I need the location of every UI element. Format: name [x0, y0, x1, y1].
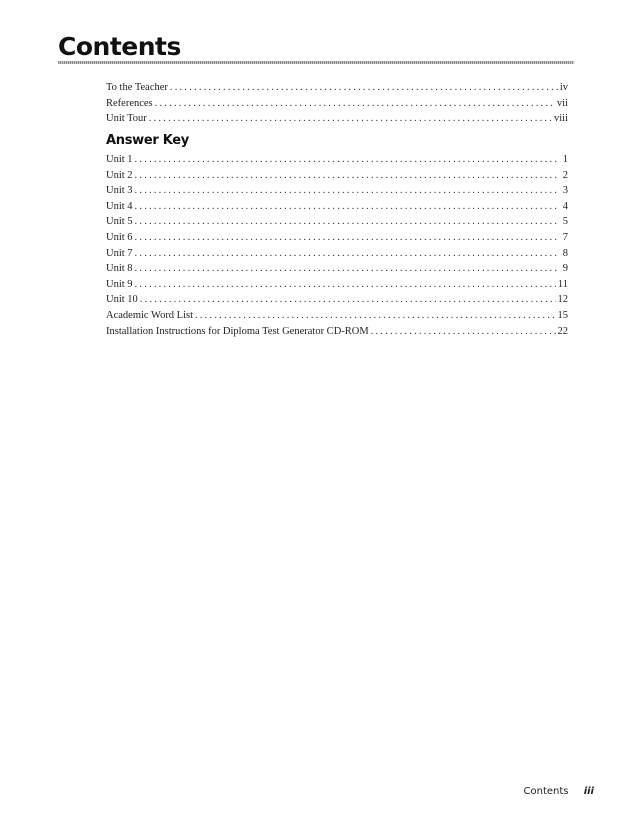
toc-entry-page: 8: [562, 247, 568, 259]
toc-entry: [106, 230, 568, 246]
front-matter-list: [106, 80, 568, 127]
answer-key-heading: Answer Key: [106, 133, 189, 148]
toc-entry-label: Academic Word List: [106, 309, 194, 321]
toc-entry-label: Unit 8: [106, 263, 133, 275]
toc-entry-label: To the Teacher: [106, 82, 168, 93]
dot-leader: [371, 324, 556, 340]
toc-entry-label: References: [106, 97, 153, 109]
toc-entry-label: Unit 4: [106, 200, 133, 212]
toc-entry: [106, 277, 568, 293]
toc-entry-page: vii: [556, 97, 568, 109]
footer-label: Contents: [523, 786, 569, 797]
toc-entry: [106, 111, 568, 127]
dot-leader: [135, 183, 558, 199]
toc-entry-page: 22: [557, 325, 568, 337]
toc-entry-page: viii: [553, 113, 568, 125]
page-number: iii: [583, 786, 594, 797]
toc-entry: [106, 168, 568, 184]
dot-leader: [135, 152, 558, 168]
toc-entry-page: 12: [557, 294, 568, 306]
toc-entry-label: Unit 2: [106, 169, 133, 181]
dot-leader: [135, 277, 556, 293]
toc-entry: [106, 214, 568, 230]
toc-entry-label: Unit 5: [106, 216, 133, 228]
title-rule: [58, 61, 574, 64]
toc-entry: [106, 324, 568, 340]
dot-leader: [195, 308, 555, 324]
toc-entry-page: 3: [562, 185, 568, 197]
dot-leader: [140, 292, 556, 308]
dot-leader: [135, 168, 558, 184]
toc-entry: [106, 261, 568, 277]
answer-key-list: [106, 152, 568, 339]
toc-entry-label: Unit 1: [106, 154, 133, 165]
toc-entry-page: 4: [562, 200, 568, 212]
dot-leader: [170, 80, 558, 96]
toc-entry-page: 2: [562, 169, 568, 181]
toc-entry: [106, 292, 568, 308]
dot-leader: [135, 246, 558, 262]
toc-entry: [106, 152, 568, 168]
toc-entry-label: Unit 3: [106, 185, 133, 197]
page-title: Contents: [58, 32, 181, 61]
toc-entry-page: 11: [557, 278, 568, 290]
toc-entry-label: Unit 6: [106, 231, 133, 243]
toc-entry-page: iv: [559, 82, 568, 93]
toc-entry: [106, 183, 568, 199]
toc-entry-page: 9: [562, 263, 568, 275]
dot-leader: [135, 261, 558, 277]
toc-entry-page: 15: [557, 309, 568, 321]
toc-entry-page: 1: [562, 154, 568, 165]
toc-entry-page: 5: [562, 216, 568, 228]
toc-entry: [106, 308, 568, 324]
dot-leader: [155, 96, 555, 112]
dot-leader: [135, 199, 558, 215]
toc-entry-label: Unit 9: [106, 278, 133, 290]
dot-leader: [149, 111, 552, 127]
toc-entry-label: Installation Instructions for Diploma Test Generator CD-ROM: [106, 325, 369, 337]
page-footer: [524, 786, 594, 797]
toc-entry: [106, 246, 568, 262]
toc-entry: [106, 199, 568, 215]
toc-entry-page: 7: [562, 231, 568, 243]
dot-leader: [135, 214, 558, 230]
dot-leader: [135, 230, 558, 246]
toc-entry-label: Unit Tour: [106, 113, 147, 125]
toc-entry: [106, 96, 568, 112]
toc-entry-label: Unit 7: [106, 247, 133, 259]
toc-entry: [106, 80, 568, 96]
toc-entry-label: Unit 10: [106, 294, 138, 306]
